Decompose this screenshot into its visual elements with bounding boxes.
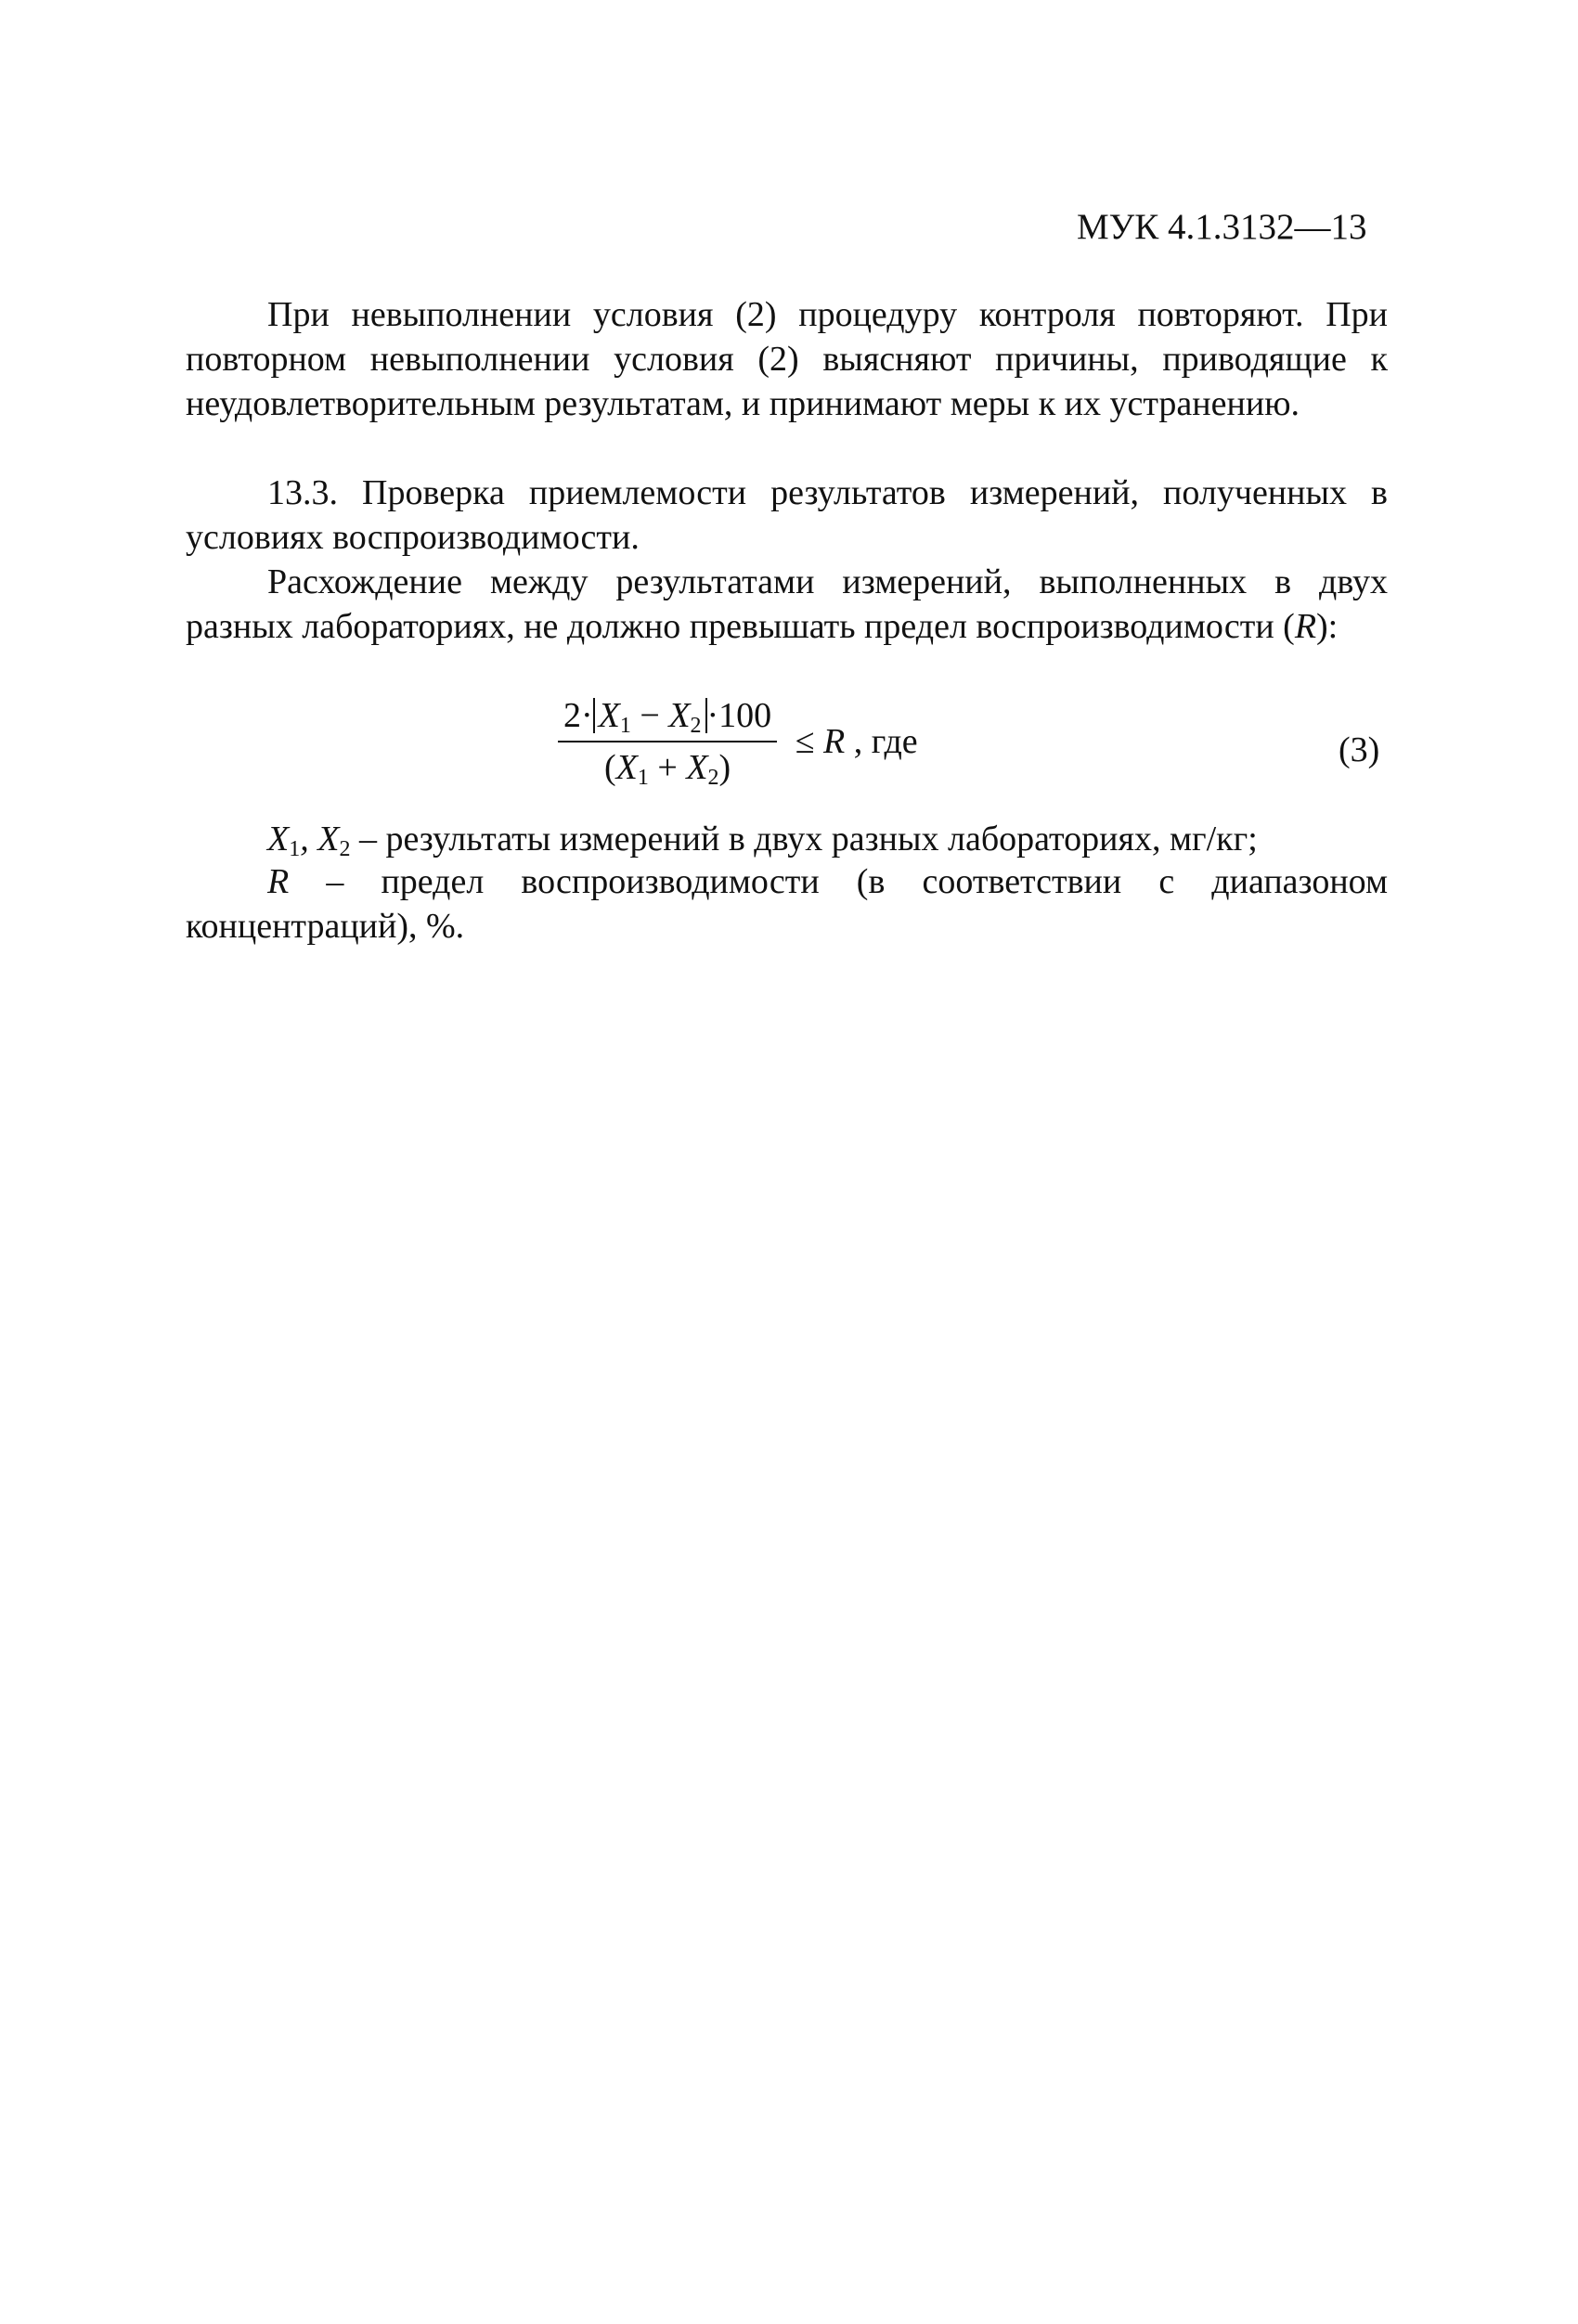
paragraph-discrepancy <box>186 560 1388 649</box>
discrepancy-end: ): <box>1316 607 1339 646</box>
var-x2: X <box>668 696 691 735</box>
den-sub-1: 1 <box>637 766 649 790</box>
sub-2: 2 <box>690 714 702 738</box>
den-var-x2: X <box>686 748 708 787</box>
den-close: ) <box>718 748 731 787</box>
minus-sign: − <box>630 696 669 735</box>
def-var-r: R <box>267 862 290 901</box>
paragraph-repeat-control: При невыполнении условия (2) процедуру контроля повторяют. При повторном невыполнении условия (2) выясняют причины, приводящие к неудовлетворительным результатам, и принимают меры к их устранению. <box>186 295 1388 423</box>
numerator-suffix: ·100 <box>706 696 772 735</box>
def-sub-2: 2 <box>339 837 351 861</box>
rhs-suffix: , где <box>845 722 918 761</box>
rhs-var-r: R <box>823 722 846 761</box>
definition-x1-x2 <box>186 817 1388 861</box>
definition-r <box>186 859 1388 949</box>
plus-sign: + <box>648 748 687 787</box>
def-x-text: – результаты измерений в двух разных лабораториях, мг/кг; <box>350 820 1258 859</box>
numerator-prefix: 2· <box>563 696 593 735</box>
den-sub-2: 2 <box>707 766 719 790</box>
def-var-x2: , X <box>300 820 340 859</box>
discrepancy-var-r: R <box>1294 607 1317 646</box>
formula-rhs <box>795 721 918 762</box>
discrepancy-text: Расхождение между результатами измерений, выполненных в двух разных лабораториях, не должно превышать предел воспроизводимости ( <box>186 562 1388 646</box>
formula-fraction <box>558 694 777 789</box>
var-x1: X <box>598 696 620 735</box>
formula-numerator <box>558 694 777 742</box>
absolute-value <box>593 696 707 738</box>
den-var-x1: X <box>615 748 638 787</box>
den-open: ( <box>604 748 616 787</box>
formula-3 <box>558 694 918 806</box>
def-r-text: – предел воспроизводимости (в соответствии с диапазоном концентраций), %. <box>186 862 1388 946</box>
paragraph-section-13-3: 13.3. Проверка приемлемости результатов измерений, полученных в условиях воспроизводимости. <box>186 473 1388 557</box>
def-var-x: X <box>267 820 290 859</box>
formula-denominator <box>558 742 777 789</box>
equation-number: (3) <box>1339 730 1380 769</box>
def-sub-1: 1 <box>289 837 301 861</box>
document-code: МУК 4.1.3132—13 <box>1077 207 1367 247</box>
sub-1: 1 <box>619 714 631 738</box>
leq-sign: ≤ <box>795 722 824 761</box>
